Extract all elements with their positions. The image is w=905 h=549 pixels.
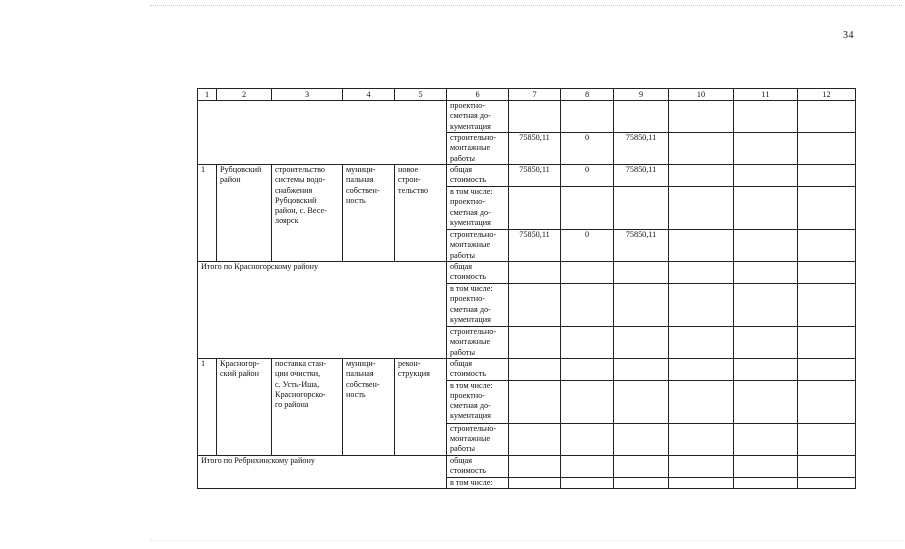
header-cell: 7 xyxy=(509,89,561,101)
cost-type-cell: общая стоимость xyxy=(447,165,509,187)
value-cell xyxy=(509,187,561,230)
value-cell xyxy=(614,359,669,381)
value-cell xyxy=(509,423,561,455)
value-cell xyxy=(734,284,798,327)
value-cell xyxy=(669,187,734,230)
district-total-label: Итого по Ребрихинскому району xyxy=(198,455,447,488)
value-cell xyxy=(669,133,734,165)
value-cell xyxy=(798,101,856,133)
header-cell: 11 xyxy=(734,89,798,101)
table-row xyxy=(198,455,856,477)
value-cell: 75850,11 xyxy=(614,165,669,187)
district-total-label: Итого по Красногорскому району xyxy=(198,262,447,359)
value-cell xyxy=(614,423,669,455)
value-cell xyxy=(734,327,798,359)
value-cell xyxy=(669,477,734,488)
header-cell: 8 xyxy=(561,89,614,101)
value-cell xyxy=(734,380,798,423)
investment-table xyxy=(197,88,856,489)
header-cell: 3 xyxy=(272,89,343,101)
value-cell: 0 xyxy=(561,133,614,165)
value-cell xyxy=(561,359,614,381)
cost-type-cell: в том числе: проектно- сметная до- кументация xyxy=(447,284,509,327)
value-cell xyxy=(798,477,856,488)
header-cell: 12 xyxy=(798,89,856,101)
page-number: 34 xyxy=(843,30,854,41)
value-cell: 75850,11 xyxy=(509,230,561,262)
value-cell xyxy=(798,455,856,477)
value-cell xyxy=(798,165,856,187)
value-cell xyxy=(509,359,561,381)
value-cell xyxy=(669,359,734,381)
value-cell xyxy=(509,477,561,488)
value-cell xyxy=(614,380,669,423)
value-cell xyxy=(669,165,734,187)
object-cell: строительство системы водо- снабжения Рубцовский район, с. Весе- лоярск xyxy=(272,165,343,262)
value-cell xyxy=(669,423,734,455)
work-type-cell: рекон- струкция xyxy=(395,359,447,456)
value-cell xyxy=(734,455,798,477)
value-cell xyxy=(734,101,798,133)
value-cell: 75850,11 xyxy=(509,133,561,165)
value-cell xyxy=(614,284,669,327)
cost-type-cell: в том числе: проектно- сметная до- кументация xyxy=(447,380,509,423)
table-row xyxy=(198,262,856,284)
value-cell xyxy=(798,262,856,284)
value-cell xyxy=(734,133,798,165)
object-cell: поставка стан- ции очистки, с. Усть-Иша, Красногорско- го района xyxy=(272,359,343,456)
header-cell: 1 xyxy=(198,89,217,101)
value-cell xyxy=(561,477,614,488)
value-cell: 0 xyxy=(561,230,614,262)
value-cell xyxy=(509,380,561,423)
cost-type-cell: в том числе: xyxy=(447,477,509,488)
cost-type-cell: общая стоимость xyxy=(447,455,509,477)
district-cell: Красногор- ский район xyxy=(217,359,272,456)
row-number: 1 xyxy=(198,165,217,262)
value-cell xyxy=(614,187,669,230)
value-cell xyxy=(614,262,669,284)
header-cell: 9 xyxy=(614,89,669,101)
table-row xyxy=(198,359,856,381)
scan-top-edge xyxy=(150,5,902,6)
header-cell: 2 xyxy=(217,89,272,101)
value-cell xyxy=(614,477,669,488)
value-cell xyxy=(509,327,561,359)
value-cell xyxy=(734,423,798,455)
value-cell xyxy=(509,284,561,327)
value-cell xyxy=(798,327,856,359)
cost-type-cell: общая стоимость xyxy=(447,262,509,284)
value-cell xyxy=(669,101,734,133)
value-cell xyxy=(509,455,561,477)
cost-type-cell: строительно- монтажные работы xyxy=(447,423,509,455)
value-cell xyxy=(798,230,856,262)
work-type-cell: новое строи- тельство xyxy=(395,165,447,262)
cost-type-cell: в том числе: проектно- сметная до- кументация xyxy=(447,187,509,230)
value-cell xyxy=(669,380,734,423)
value-cell xyxy=(509,101,561,133)
header-cell: 4 xyxy=(343,89,395,101)
value-cell xyxy=(669,455,734,477)
value-cell xyxy=(561,327,614,359)
value-cell xyxy=(734,359,798,381)
cost-type-cell: проектно- сметная до- кументация xyxy=(447,101,509,133)
cost-type-cell: общая стоимость xyxy=(447,359,509,381)
value-cell: 75850,11 xyxy=(614,230,669,262)
header-cell: 5 xyxy=(395,89,447,101)
value-cell xyxy=(669,327,734,359)
value-cell xyxy=(734,262,798,284)
value-cell xyxy=(734,165,798,187)
value-cell xyxy=(561,455,614,477)
cost-type-cell: строительно- монтажные работы xyxy=(447,133,509,165)
value-cell xyxy=(614,455,669,477)
value-cell xyxy=(561,284,614,327)
value-cell: 75850,11 xyxy=(509,165,561,187)
table-row xyxy=(198,101,856,133)
value-cell xyxy=(509,262,561,284)
value-cell xyxy=(734,477,798,488)
value-cell: 75850,11 xyxy=(614,133,669,165)
value-cell xyxy=(614,327,669,359)
value-cell xyxy=(669,230,734,262)
value-cell xyxy=(669,284,734,327)
value-cell xyxy=(798,187,856,230)
value-cell xyxy=(561,262,614,284)
value-cell: 0 xyxy=(561,165,614,187)
value-cell xyxy=(614,101,669,133)
ownership-cell: муници- пальная собствен- ность xyxy=(343,165,395,262)
scan-bottom-edge xyxy=(150,540,902,541)
district-cell: Рубцовский район xyxy=(217,165,272,262)
row-number: 1 xyxy=(198,359,217,456)
value-cell xyxy=(734,230,798,262)
value-cell xyxy=(798,359,856,381)
value-cell xyxy=(669,262,734,284)
value-cell xyxy=(798,380,856,423)
table-header-row xyxy=(198,89,856,101)
header-cell: 10 xyxy=(669,89,734,101)
value-cell xyxy=(798,284,856,327)
value-cell xyxy=(561,187,614,230)
value-cell xyxy=(561,423,614,455)
value-cell xyxy=(798,423,856,455)
cost-type-cell: строительно- монтажные работы xyxy=(447,327,509,359)
value-cell xyxy=(734,187,798,230)
cost-type-cell: строительно- монтажные работы xyxy=(447,230,509,262)
value-cell xyxy=(798,133,856,165)
value-cell xyxy=(561,380,614,423)
table-row xyxy=(198,165,856,187)
header-cell: 6 xyxy=(447,89,509,101)
ownership-cell: муници- пальная собствен- ность xyxy=(343,359,395,456)
value-cell xyxy=(561,101,614,133)
continuation-blank xyxy=(198,101,447,165)
